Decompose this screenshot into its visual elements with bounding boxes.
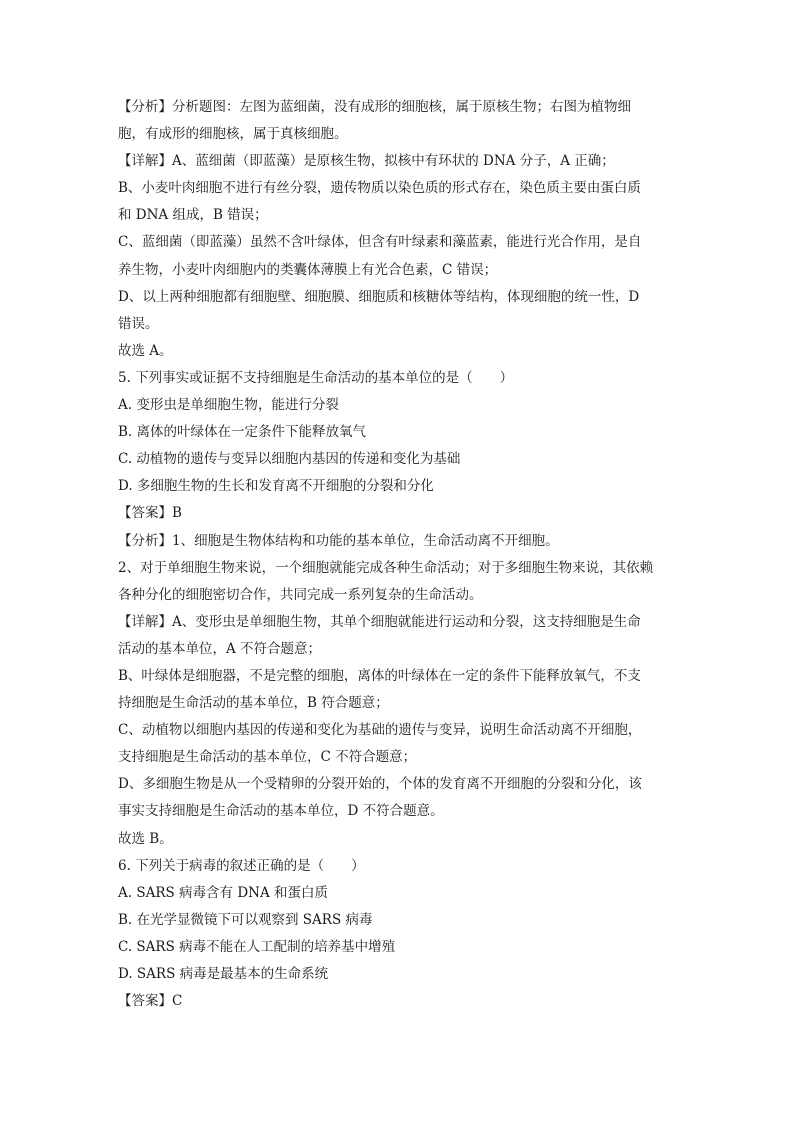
text-line: 故选 B。 [118,830,173,847]
question-6-option-c: C. SARS 病毒不能在人工配制的培养基中增殖 [118,938,396,955]
text-line: 活动的基本单位，A 不符合题意； [118,640,322,657]
text-line: 错误。 [118,315,159,332]
text-line: 和 DNA 组成，B 错误； [118,207,268,224]
text-line: C、动植物以细胞内基因的传递和变化为基础的遗传与变异，说明生命活动离不开细胞， [118,722,642,739]
text-line: B、小麦叶肉细胞不进行有丝分裂，遗传物质以染色质的形式存在，染色质主要由蛋白质 [118,180,641,197]
question-6-option-a: A. SARS 病毒含有 DNA 和蛋白质 [118,884,329,901]
text-line: 持细胞是生命活动的基本单位，B 符合题意； [118,695,389,712]
question-5-answer: 【答案】B [118,505,182,522]
text-line: 养生物，小麦叶肉细胞内的类囊体薄膜上有光合色素，C 错误； [118,261,498,278]
document-body [118,94,678,1015]
question-6-option-d: D. SARS 病毒是最基本的生命系统 [118,966,329,982]
text-line: 故选 A。 [118,342,173,359]
question-5-option-d: D. 多细胞生物的生长和发育离不开细胞的分裂和分化 [118,478,434,495]
question-5-option-b: B. 离体的叶绿体在一定条件下能释放氧气 [118,424,367,441]
question-5-stem: 5. 下列事实或证据不支持细胞是生命活动的基本单位的是（ ） [118,369,514,386]
text-line: 【分析】分析题图：左图为蓝细菌，没有成形的细胞核，属于原核生物；右图为植物细 [118,99,631,115]
question-5-option-a: A. 变形虫是单细胞生物，能进行分裂 [118,397,339,414]
text-line: 各种分化的细胞密切合作，共同完成一系列复杂的生命活动。 [118,586,483,603]
text-line: 支持细胞是生命活动的基本单位，C 不符合题意； [118,749,417,766]
question-6-answer: 【答案】C [118,993,183,1010]
text-line: 【详解】A、变形虫是单细胞生物，其单个细胞就能进行运动和分裂，这支持细胞是生命 [118,613,641,630]
text-line: 【分析】1、细胞是生物体结构和功能的基本单位，生命活动离不开细胞。 [118,532,559,549]
question-6-stem: 6. 下列关于病毒的叙述正确的是（ ） [118,857,365,874]
text-line: 事实支持细胞是生命活动的基本单位，D 不符合题意。 [118,803,444,820]
text-line: 【详解】A、蓝细菌（即蓝藻）是原核生物，拟核中有环状的 DNA 分子，A 正确； [118,153,615,170]
text-line: C、蓝细菌（即蓝藻）虽然不含叶绿体，但含有叶绿素和藻蓝素，能进行光合作用，是自 [118,234,642,251]
question-5-option-c: C. 动植物的遗传与变异以细胞内基因的传递和变化为基础 [118,451,461,468]
text-line: D、以上两种细胞都有细胞壁、细胞膜、细胞质和核糖体等结构，体现细胞的统一性，D [118,288,640,305]
question-6-option-b: B. 在光学显微镜下可以观察到 SARS 病毒 [118,911,373,928]
text-line: B、叶绿体是细胞器，不是完整的细胞，离体的叶绿体在一定的条件下能释放氧气，不支 [118,667,641,684]
text-line: 胞，有成形的细胞核，属于真核细胞。 [118,126,348,143]
text-line: D、多细胞生物是从一个受精卵的分裂开始的，个体的发育离不开细胞的分裂和分化，该 [118,776,642,793]
text-line: 2、对于单细胞生物来说，一个细胞就能完成各种生命活动；对于多细胞生物来说，其依赖 [118,559,654,576]
